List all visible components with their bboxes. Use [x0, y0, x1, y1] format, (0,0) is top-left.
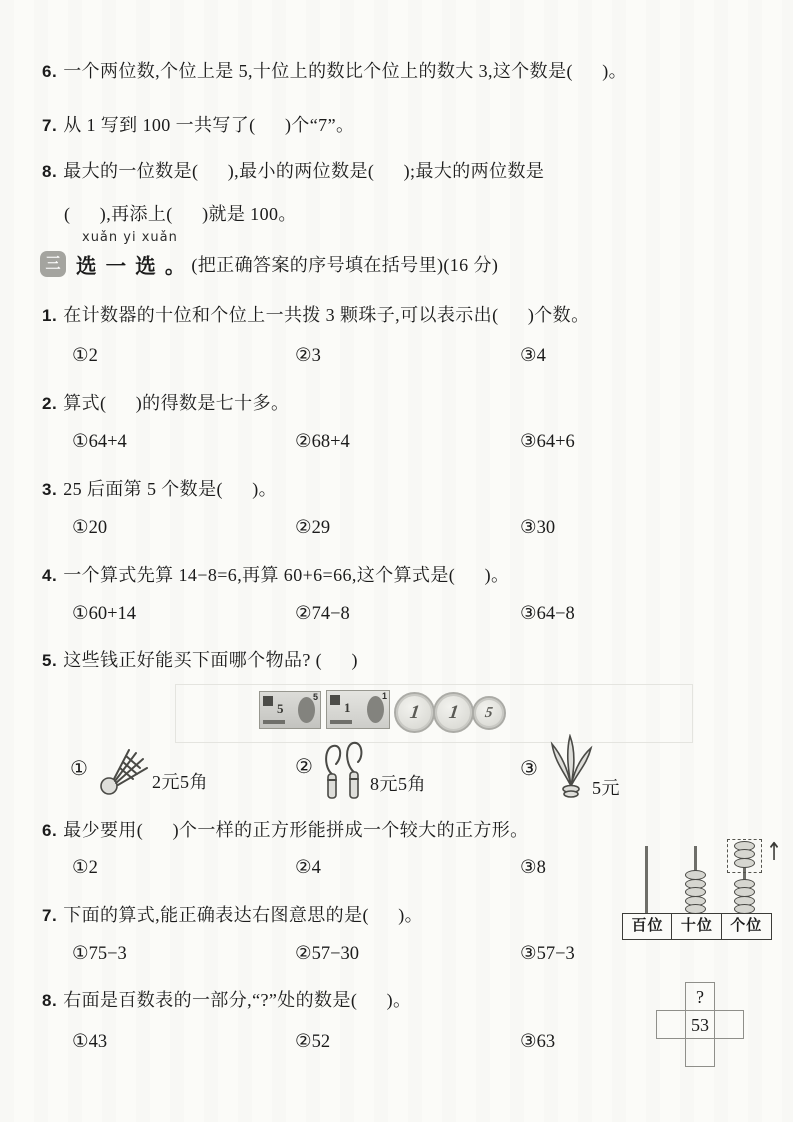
question-text: 在计数器的十位和个位上一共拨 3 颗珠子,可以表示出( )个数。: [63, 305, 590, 325]
abacus-tens-beads: [683, 867, 708, 914]
option-1: ①43: [72, 1032, 108, 1052]
abacus-bead: [734, 858, 755, 868]
grid-cell-empty: [685, 1038, 715, 1067]
option-3: ③64−8: [520, 604, 575, 624]
question-number: 2.: [42, 394, 58, 413]
banknote-denomination: 5: [277, 701, 284, 716]
choice-question-4: [42, 561, 509, 587]
option-3: ③30: [520, 518, 556, 538]
section-title: 选 一 选 。: [76, 256, 188, 278]
fill-question-7: [42, 111, 354, 137]
option-3: ③57−3: [520, 944, 575, 964]
banknote-denomination: 1: [344, 700, 351, 715]
section-pinyin: xuǎn yi xuǎn: [82, 230, 178, 245]
option-2: ②68+4: [295, 432, 350, 452]
q4-options: [0, 603, 793, 631]
good-2-price: 8元5角: [370, 774, 426, 794]
question-number: 6.: [42, 62, 58, 81]
option-1: ①64+4: [72, 432, 127, 452]
banknote-5-yuan: [259, 691, 321, 729]
question-number: 4.: [42, 566, 58, 585]
question-text: 最少要用( )个一样的正方形能拼成一个较大的正方形。: [63, 820, 529, 840]
banknote-corner-number: 5: [312, 692, 318, 702]
up-arrow-icon: ↑: [766, 837, 782, 867]
abacus-base: [622, 913, 772, 940]
fill-question-8-line1: [42, 157, 544, 183]
choice-question-3: [42, 475, 277, 501]
question-number: 1.: [42, 306, 58, 325]
coin-1-yuan: [433, 692, 474, 733]
question-text: 下面的算式,能正确表达右图意思的是( )。: [63, 905, 424, 925]
coin-value: 1: [408, 701, 421, 723]
option-2: ②29: [295, 518, 331, 538]
q7-options: [0, 943, 793, 971]
banknote-corner-number: 1: [381, 691, 387, 701]
question-text: 一个算式先算 14−8=6,再算 60+6=66,这个算式是( )。: [63, 565, 510, 585]
question-number: 7.: [42, 116, 58, 135]
question-text: 算式( )的得数是七十多。: [63, 393, 290, 413]
question-number: 8.: [42, 991, 58, 1010]
abacus-ones-beads: [732, 877, 757, 914]
grid-cell-empty: [714, 1010, 744, 1039]
q1-options: [0, 345, 793, 373]
question-number: 8.: [42, 162, 58, 181]
banknote-portrait: [367, 696, 384, 723]
abacus-removed-beads-box: [727, 839, 762, 873]
abacus-figure: [622, 837, 793, 941]
question-number: 7.: [42, 906, 58, 925]
q3-options: [0, 517, 793, 545]
option-3: ③8: [520, 858, 546, 878]
question-number: 5.: [42, 651, 58, 670]
section-header: [40, 249, 498, 279]
grid-cell-53: 53: [685, 1010, 715, 1039]
question-text: 这些钱正好能买下面哪个物品? ( ): [63, 650, 358, 670]
option-1: ①2: [72, 346, 98, 366]
option-1: ①2: [72, 858, 98, 878]
fill-question-6: [42, 57, 627, 83]
good-3-price: 5元: [592, 778, 620, 798]
choice-question-7: [42, 901, 423, 927]
question-text: 右面是百数表的一部分,“?”处的数是( )。: [63, 990, 412, 1010]
place-label-hundreds: 百位: [622, 913, 673, 940]
section-note: (把正确答案的序号填在括号里)(16 分): [191, 255, 499, 275]
option-1: ①60+14: [72, 604, 137, 624]
hundred-chart-fragment: [655, 982, 747, 1072]
question-text: 最大的一位数是( ),最小的两位数是( );最大的两位数是: [63, 161, 545, 181]
choice-question-8: [42, 986, 411, 1012]
option-2: ②3: [295, 346, 321, 366]
question-number: 6.: [42, 821, 58, 840]
abacus-rod-hundreds: [645, 846, 648, 914]
grid-cell-empty: [656, 1010, 686, 1039]
fill-question-8-line2: [64, 200, 297, 226]
option-1: ①75−3: [72, 944, 127, 964]
coin-1-yuan: [394, 692, 435, 733]
good-1-price: 2元5角: [152, 772, 208, 792]
choice-question-6: [42, 816, 529, 842]
coin-value: 5: [484, 704, 494, 721]
banknote-stripe: [330, 720, 352, 724]
jump-rope-icon: [320, 738, 368, 802]
q2-options: [0, 431, 793, 459]
question-number: 3.: [42, 480, 58, 499]
good-1-label: ①: [70, 756, 88, 780]
choice-question-2: [42, 389, 289, 415]
option-3: ③64+6: [520, 432, 575, 452]
banknote-seal: [263, 696, 273, 706]
option-3: ③4: [520, 346, 546, 366]
question-text: 25 后面第 5 个数是( )。: [63, 479, 278, 499]
jianzi-icon: [546, 734, 596, 800]
good-3-label: ③: [520, 756, 538, 780]
option-2: ②52: [295, 1032, 331, 1052]
option-1: ①20: [72, 518, 108, 538]
question-text: ( ),再添上( )就是 100。: [64, 204, 297, 224]
money-figure: [175, 684, 693, 743]
section-badge: 三: [40, 251, 66, 277]
question-text: 一个两位数,个位上是 5,十位上的数比个位上的数大 3,这个数是( )。: [63, 61, 628, 81]
option-2: ②57−30: [295, 944, 360, 964]
banknote-stripe: [263, 720, 285, 724]
grid-cell-question: ?: [685, 982, 715, 1011]
place-label-ones: 个位: [721, 913, 772, 940]
option-3: ③63: [520, 1032, 556, 1052]
coin-value: 1: [447, 701, 460, 723]
choice-question-1: [42, 301, 589, 327]
place-label-tens: 十位: [671, 913, 722, 940]
option-2: ②74−8: [295, 604, 350, 624]
question-text: 从 1 写到 100 一共写了( )个“7”。: [63, 115, 355, 135]
banknote-seal: [330, 695, 340, 705]
banknote-1-yuan: [326, 690, 390, 729]
coin-5-jiao: [472, 696, 506, 730]
good-2-label: ②: [295, 754, 313, 778]
option-2: ②4: [295, 858, 321, 878]
shuttlecock-icon: [96, 746, 150, 798]
banknote-portrait: [298, 697, 315, 723]
choice-question-5: [42, 646, 358, 672]
